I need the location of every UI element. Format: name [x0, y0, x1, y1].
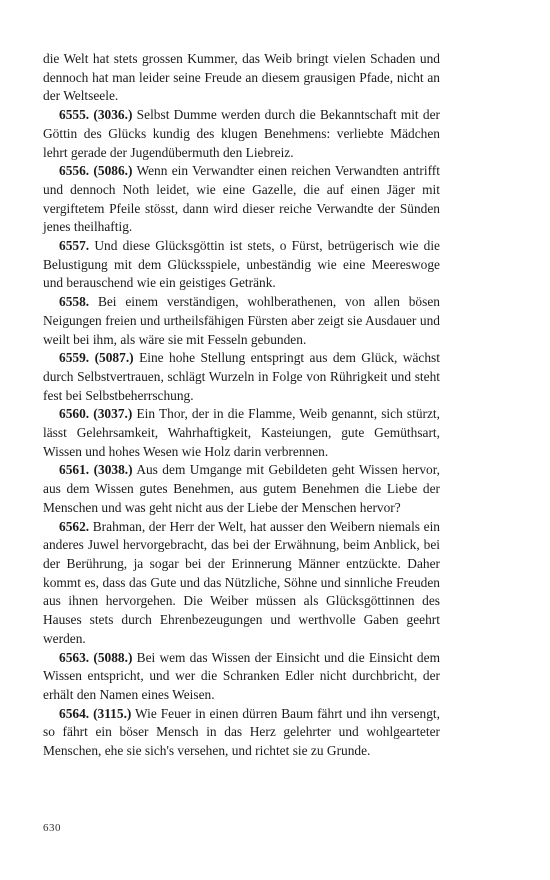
entry-number: 6557.: [59, 238, 90, 254]
entry-text: Ein Thor, der in die Flamme, Weib genannt, sich stürzt, lässt Gelehrsamkeit, Wahrhaftigkeit, Kasteiungen, gute Gemüthsart, Wissen und hohes Wesen wie Holz darin verbrennen.: [43, 406, 441, 459]
entry-number: 6556.: [59, 163, 90, 179]
entry-text: Brahman, der Herr der Welt, hat ausser den Weibern niemals ein anderes Juwel hervorgebracht, das bei der Erwähnung, beim Anblick, bei der Berührung, ja sogar bei der Erinnerung Männer entzückte. Daher kommt es, dass das Gute und das Nützliche, Söhne und sinnliche Freuden aus ihnen hervorgehen. Die Weiber müssen als Glücksgöttinnen des Hauses stets durch Ehrenbezeugungen und werthvolle Gaben geehrt werden.: [43, 518, 440, 646]
entry-paragraph: [43, 461, 440, 517]
entry-paragraph: [43, 405, 440, 461]
entry-reference: (3036.): [93, 107, 133, 123]
entry-paragraph: [43, 518, 440, 649]
entry-reference: (3038.): [93, 462, 133, 478]
entry-text: Selbst Dumme werden durch die Bekanntschaft mit der Göttin des Glücks kundig des klugen Benehmens: verliebte Mädchen lehrt gerade der Jugendübermuth den Liebreiz.: [43, 107, 440, 160]
entry-reference: (5088.): [93, 649, 133, 665]
entry-paragraph: [43, 349, 440, 405]
entry-number: 6560.: [59, 406, 90, 422]
entry-paragraph: [43, 237, 440, 293]
entry-text: Wie Feuer in einen dürren Baum fährt und ihn versengt, so fährt ein böser Mensch in das Herz gelehrter und wohlgearteter Menschen, ehe sie sich's versehen, und richtet sie zu Grunde.: [43, 705, 440, 759]
entry-paragraph: [43, 106, 440, 162]
entry-text: Eine hohe Stellung entspringt aus dem Glück, wächst durch Selbstvertrauen, schlägt Wurzeln in Folge von Rührigkeit und steht fest bei Selbstbeherrschung.: [43, 350, 440, 403]
entry-number: 6562.: [59, 518, 90, 534]
entry-text: Und diese Glücksgöttin ist stets, o Fürst, betrügerisch wie die Belustigung mit dem Glücksspiele, unbeständig wie eine Meereswoge und berauschend wie ein geistiges Getränk.: [43, 238, 440, 291]
entry-number: 6555.: [59, 107, 90, 123]
entry-text: Bei einem verständigen, wohlberathenen, von allen bösen Neigungen freien und urtheilsfähigen Fürsten aber zeigt sie Ausdauer und weilt bei ihm, als wäre sie mit Fesseln gebunden.: [43, 294, 440, 347]
entry-number: 6561.: [59, 462, 90, 478]
entry-paragraph: [43, 649, 440, 705]
entry-text: Aus dem Umgange mit Gebildeten geht Wissen hervor, aus dem Wissen gutes Benehmen, aus gutem Benehmen die Liebe der Menschen und was geht nicht aus der Liebe der Menschen hervor?: [43, 462, 440, 515]
entry-paragraph: [43, 705, 440, 761]
entry-number: 6558.: [59, 294, 90, 310]
entry-text: Bei wem das Wissen der Einsicht und die Einsicht dem Wissen entspricht, und wer die Schranken Edler nicht durchbricht, der erhält den Namen eines Weisen.: [43, 649, 440, 702]
entry-number: 6563.: [59, 649, 90, 665]
entry-number: 6564.: [59, 705, 90, 721]
entry-text: Wenn ein Verwandter einen reichen Verwandten antrifft und dennoch Noth leidet, wie eine Gazelle, die auf einen Jäger mit vergiftetem Pfeile stösst, dann wird dieser reiche Verwandte der Sünden jenes theilhaftig.: [43, 163, 440, 235]
opening-paragraph: die Welt hat stets grossen Kummer, das Weib bringt vielen Schaden und dennoch hat man leider seine Freude an diesem grausigen Pfade, nicht an der Weltseele.: [43, 51, 440, 104]
entry-reference: (3115.): [93, 705, 132, 721]
entry-reference: (3037.): [93, 406, 133, 422]
page-body: [43, 50, 440, 761]
entry-reference: (5087.): [94, 350, 134, 366]
page-number: 630: [43, 822, 61, 834]
entries-list: [43, 106, 440, 761]
entry-reference: (5086.): [93, 163, 133, 179]
entry-number: 6559.: [59, 350, 90, 366]
entry-paragraph: [43, 293, 440, 349]
entry-paragraph: [43, 162, 440, 237]
